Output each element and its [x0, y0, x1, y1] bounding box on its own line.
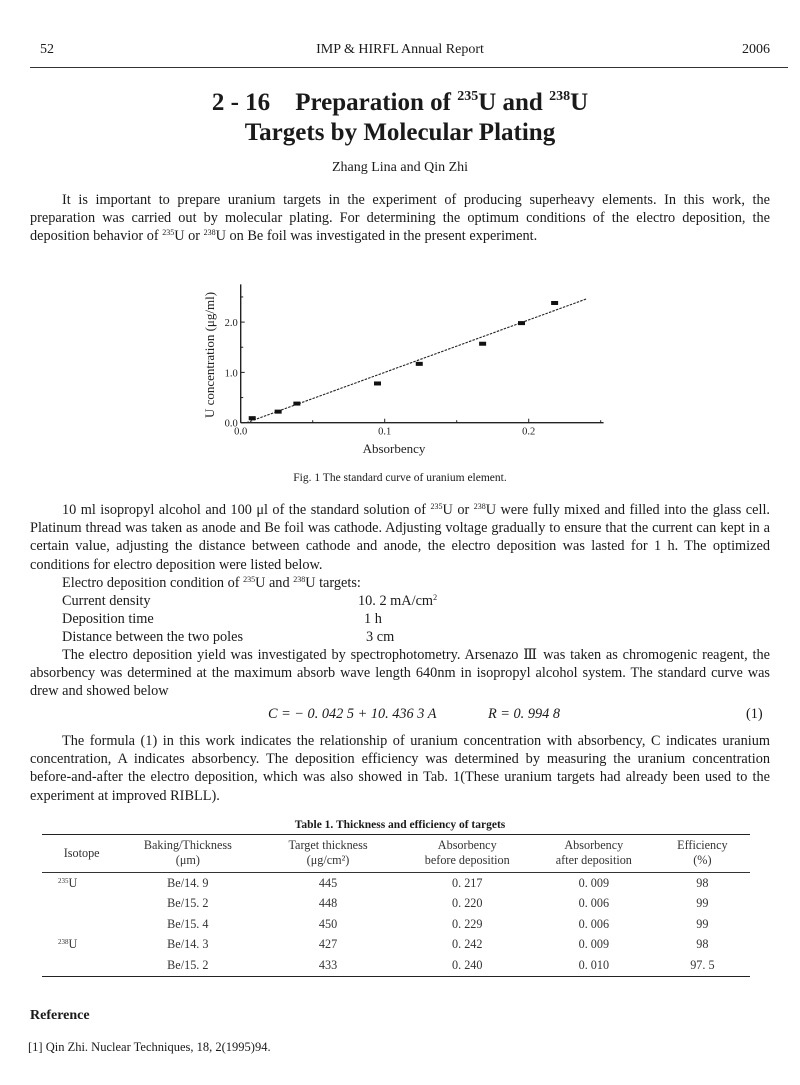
cell-baking: Be/14. 9 [167, 875, 209, 890]
y-tick-label: 2.0 [224, 318, 238, 330]
cell-thickness: 427 [318, 937, 338, 952]
cell-after: 0. 010 [578, 957, 610, 972]
text-run: Electro deposition condition of [62, 575, 244, 591]
table-row [42, 955, 750, 976]
header-line-1: Baking/Thickness [143, 838, 232, 852]
table-row [42, 873, 750, 894]
data-point [249, 416, 256, 420]
title-text: Preparation of [295, 89, 458, 116]
text-run: U or [442, 502, 474, 518]
isotope-mass: 238 [473, 502, 486, 511]
isotope-mass: 238 [293, 575, 306, 584]
y-tick-label: 0.0 [224, 418, 238, 430]
cell-baking: Be/15. 2 [167, 896, 209, 911]
isotope-mass: 235 [243, 575, 256, 584]
x-tick-label: 0.1 [378, 426, 392, 438]
article-number: 2 - 16 [211, 89, 271, 116]
intro-paragraph [30, 191, 770, 246]
text-run: The electro deposition yield was investigated by spectrophotometry. Arsenazo Ⅲ was taken as chromogenic reagent, the absorbency was determined at the maximum absorb wave length 640nm in isopropyl alcohol system. The standard curve was drew and showed below [30, 647, 770, 700]
cell-thickness: 448 [318, 896, 338, 911]
text-run: U or [174, 228, 204, 245]
isotope-cell [42, 955, 121, 976]
standard-curve-chart [190, 275, 610, 470]
table-header-cell [254, 835, 401, 873]
isotope-symbol: U [68, 937, 78, 952]
superscript: 2 [433, 593, 438, 602]
equation-formula: C = − 0. 042 5 + 10. 436 3 A [268, 706, 437, 722]
value-text: 10. 2 mA/cm [358, 593, 434, 609]
data-point [374, 381, 381, 385]
isotope-cell [42, 894, 121, 915]
cell-thickness: 450 [318, 916, 338, 931]
cell-eff: 97. 5 [690, 957, 715, 972]
figure-caption: Fig. 1 The standard curve of uranium element. [293, 472, 507, 484]
text-run: U targets: [305, 575, 361, 591]
table-header-cell [655, 835, 750, 873]
data-point [275, 410, 282, 414]
y-axis-label: U concentration (μg/ml) [202, 291, 217, 419]
data-point [551, 301, 558, 305]
isotope-mass: 238 [58, 938, 69, 947]
table-header-cell [533, 835, 655, 873]
header-line-1: Absorbency [437, 838, 497, 852]
title-text: U and [478, 89, 550, 116]
header-line-1: Absorbency [564, 838, 624, 852]
isotope-mass: 235 [457, 89, 479, 104]
text-run: U and [255, 575, 294, 591]
cell-before: 0. 220 [452, 896, 483, 911]
table-header-cell [121, 835, 254, 873]
isotope-cell [42, 914, 121, 935]
condition-value [358, 592, 437, 610]
conditions-heading [62, 574, 762, 592]
cell-before: 0. 217 [452, 875, 483, 890]
condition-label: Current density [62, 593, 151, 609]
chart-ticks [225, 297, 601, 438]
table-caption: Table 1. Thickness and efficiency of targets [294, 819, 506, 831]
cell-eff: 99 [696, 916, 709, 931]
isotope-cell [42, 935, 121, 956]
cell-before: 0. 242 [452, 937, 483, 952]
data-point [518, 321, 525, 325]
table-header-cell [42, 835, 121, 873]
isotope-mass: 235 [430, 502, 443, 511]
isotope-mass: 235 [58, 876, 69, 885]
condition-value: 1 h [364, 611, 382, 627]
text-run: It is important to prepare uranium targets in the experiment of producing superheavy elements. In this work, the preparation was carried out by molecular plating. For determining the optimum conditions of the electro deposition, the deposition behavior of [30, 192, 770, 245]
cell-after: 0. 009 [578, 937, 610, 952]
title-text: U [570, 89, 589, 116]
cell-before: 0. 229 [452, 916, 483, 931]
data-point [416, 362, 423, 366]
data-point [479, 342, 486, 346]
cell-eff: 98 [696, 937, 709, 952]
cell-baking: Be/15. 4 [167, 916, 209, 931]
data-points [249, 301, 558, 420]
cell-thickness: 433 [318, 957, 338, 972]
text-run: U on Be foil was investigated in the present experiment. [215, 228, 538, 245]
running-header: IMP & HIRFL Annual Report [316, 42, 484, 57]
cell-after: 0. 006 [578, 896, 610, 911]
header-year: 2006 [742, 42, 770, 57]
cell-eff: 98 [696, 875, 709, 890]
authors: Zhang Lina and Qin Zhi [331, 160, 469, 175]
title-line-2: Targets by Molecular Plating [244, 119, 556, 146]
isotope-mass: 238 [549, 89, 571, 104]
header-line-2: before deposition [424, 853, 510, 867]
method-paragraph [30, 501, 770, 574]
condition-label: Deposition time [62, 611, 154, 627]
header-rule [30, 67, 788, 68]
equation-number: (1) [746, 706, 763, 722]
condition-value: 3 cm [366, 629, 395, 645]
header-line-2: (μg/cm²) [306, 853, 350, 867]
condition-label: Distance between the two poles [62, 629, 244, 645]
text-run: U were fully mixed and filled into the glass cell. Platinum thread was taken as anode and Be foil was cathode. Adjusting voltage gradually to ensure that the current can kept in a certain value, adjusting the distance between cathode and anode, the electro deposition was lasted for 1 h. The optimized conditions for electro deposition were listed below. [30, 502, 770, 573]
header-line-1: Efficiency [677, 838, 728, 852]
equation-r-value: R = 0. 994 8 [488, 706, 560, 722]
x-axis-label: Absorbency [362, 441, 426, 456]
cell-baking: Be/15. 2 [167, 957, 209, 972]
cell-eff: 99 [696, 896, 709, 911]
text-run: The formula (1) in this work indicates the relationship of uranium concentration with absorbency, C indicates uranium concentration, A indicates absorbency. The deposition efficiency was determined by measuring the uranium concentration before-and-after the electro deposition, which was also showed in Tab. 1(These uranium targets had already been used to the experiment at improved RIBLL). [30, 733, 770, 804]
cell-after: 0. 006 [578, 916, 610, 931]
cell-baking: Be/14. 3 [167, 937, 209, 952]
targets-table [42, 834, 750, 977]
data-point [293, 402, 300, 406]
isotope-mass: 235 [162, 228, 175, 238]
header-line-1: Isotope [63, 845, 100, 860]
cell-after: 0. 009 [578, 875, 610, 890]
cell-thickness: 445 [318, 875, 338, 890]
isotope-symbol: U [68, 875, 78, 890]
spectrophotometry-paragraph [30, 646, 770, 701]
x-tick-label: 0.0 [234, 426, 248, 438]
y-tick-label: 1.0 [224, 368, 238, 380]
page-number: 52 [40, 42, 54, 57]
header-line-2: (%) [693, 853, 712, 867]
header-line-1: Target thickness [288, 838, 368, 852]
table-row [42, 914, 750, 935]
x-tick-label: 0.2 [522, 426, 536, 438]
cell-before: 0. 240 [452, 957, 483, 972]
isotope-mass: 238 [203, 228, 216, 238]
reference-item: [1] Qin Zhi. Nuclear Techniques, 18, 2(1995)94. [28, 1040, 271, 1054]
references-heading: Reference [30, 1008, 90, 1023]
header-line-2: after deposition [555, 853, 632, 867]
table-row [42, 894, 750, 915]
efficiency-paragraph [30, 732, 770, 805]
table-row [42, 935, 750, 956]
isotope-cell [42, 873, 121, 894]
article-title [0, 88, 800, 148]
text-run: 10 ml isopropyl alcohol and 100 μl of the standard solution of [62, 502, 431, 518]
table-header-row [42, 835, 750, 873]
header-line-2: (μm) [175, 853, 200, 867]
table-header-cell [402, 835, 533, 873]
